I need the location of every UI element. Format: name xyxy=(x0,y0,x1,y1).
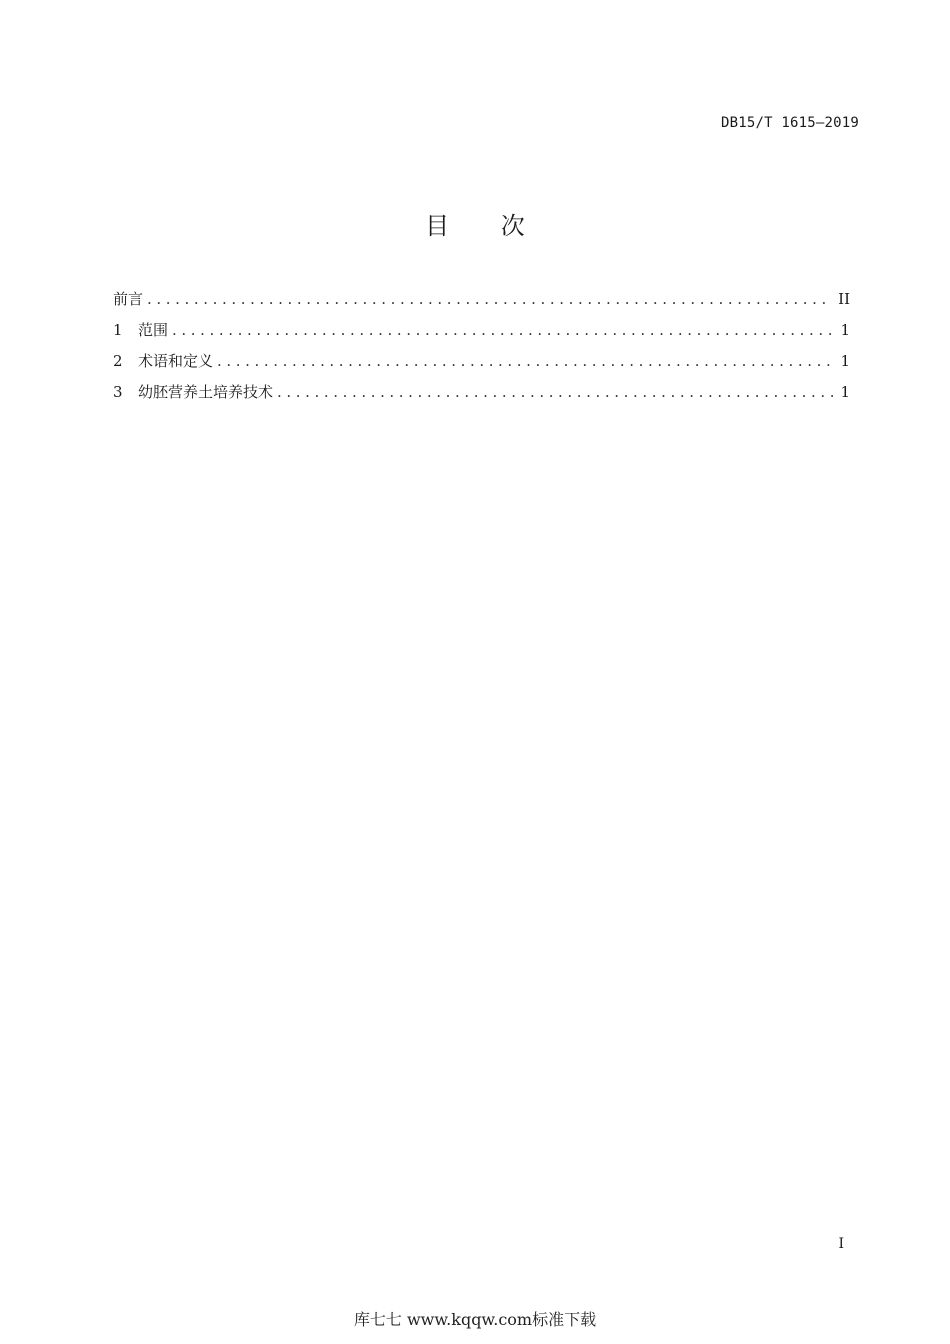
toc-entry-number: 2 xyxy=(113,352,123,370)
watermark-text: 库七七 www.kqqw.com标准下载 xyxy=(353,1310,597,1329)
toc-entry-number: 1 xyxy=(113,321,123,339)
toc-entry-label: 范围 xyxy=(138,321,169,339)
toc-dot-leader xyxy=(172,321,834,339)
toc-dot-leader xyxy=(277,383,834,401)
toc-entry-label: 术语和定义 xyxy=(138,352,214,370)
document-code: DB15/T 1615—2019 xyxy=(720,115,859,131)
toc-entry-page: 1 xyxy=(840,383,850,401)
toc-entry-page: II xyxy=(838,290,850,308)
toc-entry-preface[interactable] xyxy=(113,288,850,319)
page-number: I xyxy=(838,1236,844,1252)
toc-title: 目 次 xyxy=(425,212,547,240)
toc-entry-terms[interactable] xyxy=(113,350,850,381)
toc-entry-technique[interactable] xyxy=(113,381,850,412)
toc-entry-label: 前言 xyxy=(113,290,144,308)
toc-entry-page: 1 xyxy=(840,352,850,370)
toc-dot-leader xyxy=(147,290,832,308)
toc-entry-number: 3 xyxy=(113,383,123,401)
toc-dot-leader xyxy=(217,352,834,370)
toc-entry-page: 1 xyxy=(840,321,850,339)
toc-entry-scope[interactable] xyxy=(113,319,850,350)
toc-entry-label: 幼胚营养土培养技术 xyxy=(138,383,274,401)
table-of-contents xyxy=(113,288,850,412)
